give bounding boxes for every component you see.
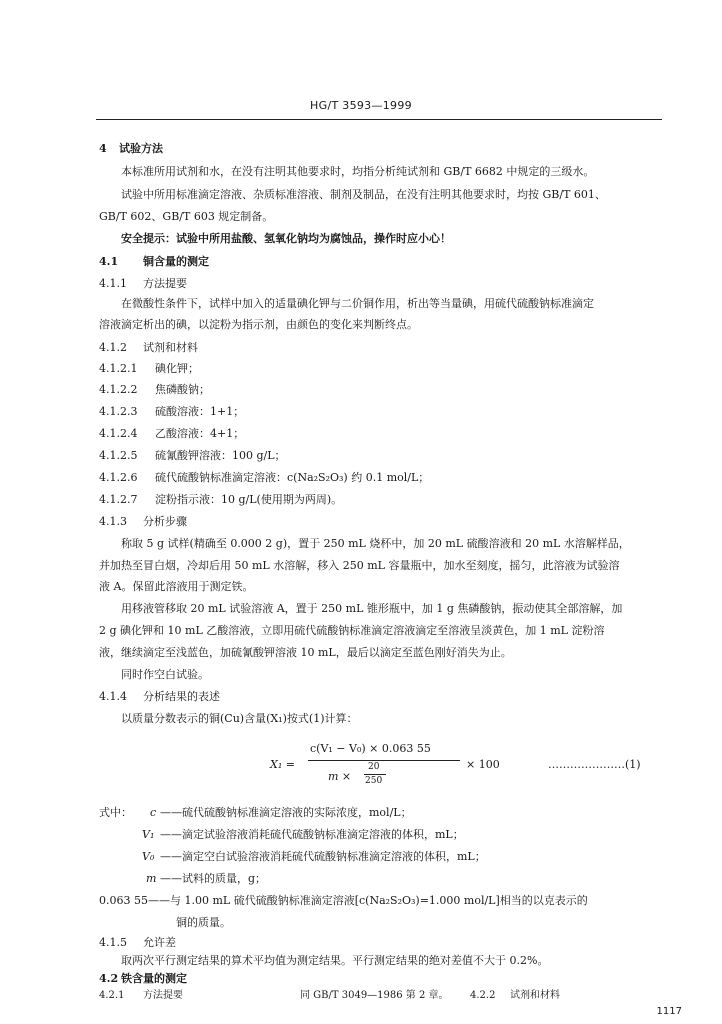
section-4-2-1-number: 4.2.1 <box>99 990 125 1001</box>
section-4-title: 试验方法 <box>119 142 163 155</box>
formula-inner-denominator: 250 <box>365 776 383 786</box>
formula-lhs: X₁ = <box>270 758 295 771</box>
section-4-1-1-number: 4.1.1 <box>99 277 127 290</box>
section-4-1-4-title: 分析结果的表述 <box>143 690 220 703</box>
constant-definition-line1: 0.063 55——与 1.00 mL 硫代硫酸钠标准滴定溶液[c(Na₂S₂O₃)=1.000 mol/L]相当的以克表示的 <box>99 894 588 907</box>
reagent-number: 4.1.2.3 <box>99 405 138 418</box>
section-4-number: 4 <box>99 142 107 155</box>
reagent-number: 4.1.2.5 <box>99 449 138 462</box>
reagent-number: 4.1.2.2 <box>99 383 138 396</box>
reagent-number: 4.1.2.4 <box>99 427 138 440</box>
reagent-text: 硫氰酸钾溶液：100 g/L； <box>155 449 286 462</box>
reagent-text: 淀粉指示液：10 g/L(使用期为两周)。 <box>155 493 343 506</box>
formula-main-bar <box>308 760 460 761</box>
definition-text: ——硫代硫酸钠标准滴定溶液的实际浓度，mol/L； <box>160 806 412 819</box>
definition-symbol: m <box>146 872 157 885</box>
procedure-line6: 液，继续滴定至浅蓝色，加硫氰酸钾溶液 10 mL，最后以滴定至蓝色刚好消失为止。 <box>99 646 512 659</box>
reagent-text: 乙酸溶液：4+1； <box>155 427 245 440</box>
section-4-1-number: 4.1 <box>99 255 119 268</box>
allowable-difference-text: 取两次平行测定结果的算术平均值为测定结果。平行测定结果的绝对差值不大于 0.2%。 <box>121 954 549 967</box>
procedure-line2: 并加热至冒白烟，冷却后用 50 mL 水溶解，移入 250 mL 容量瓶中，加水至刻度，摇匀，此溶液为试验溶 <box>99 559 620 572</box>
formula-denominator: m × <box>328 770 352 783</box>
page-number: 1117 <box>656 1006 682 1017</box>
definition-symbol: V₀ <box>142 850 155 863</box>
definition-symbol: V₁ <box>142 828 155 841</box>
section-4-2-1-title: 方法提要 <box>143 990 183 1001</box>
formula-inner-numerator: 20 <box>368 762 380 772</box>
reagent-number: 4.1.2.1 <box>99 362 138 375</box>
paragraph-standard-solutions-line1: 试验中所用标准滴定溶液、杂质标准溶液、制剂及制品，在没有注明其他要求时，均按 GB/T 601、 <box>121 188 606 201</box>
section-4-1-2-number: 4.1.2 <box>99 341 127 354</box>
formula-intro: 以质量分数表示的铜(Cu)含量(X₁)按式(1)计算： <box>121 712 358 725</box>
section-4-1-5-number: 4.1.5 <box>99 936 127 949</box>
section-4-1-4-number: 4.1.4 <box>99 690 127 703</box>
definition-text: ——试料的质量，g； <box>160 872 267 885</box>
procedure-line5: 2 g 碘化钾和 10 mL 乙酸溶液，立即用硫代硫酸钠标准滴定溶液滴定至溶液呈淡黄色，加 1 mL 淀粉溶 <box>99 624 605 637</box>
reagent-number: 4.1.2.7 <box>99 493 138 506</box>
section-4-1-3-title: 分析步骤 <box>143 515 187 528</box>
method-summary-line1: 在微酸性条件下，试样中加入的适量碘化钾与二价铜作用，析出等当量碘，用硫代硫酸钠标准滴定 <box>121 297 594 310</box>
page-header: HG/T 3593—1999 <box>310 99 412 112</box>
section-4-1-3-number: 4.1.3 <box>99 515 127 528</box>
procedure-line4: 用移液管移取 20 mL 试验溶液 A，置于 250 mL 锥形瓶中，加 1 g 焦磷酸钠，振动使其全部溶解，加 <box>121 602 623 615</box>
safety-note: 安全提示：试验中所用盐酸、氢氧化钠均为腐蚀品，操作时应小心！ <box>121 232 451 245</box>
formula-numerator: c(V₁ − V₀) × 0.063 55 <box>310 742 431 755</box>
section-4-1-1-title: 方法提要 <box>143 277 187 290</box>
reagent-text: 硫酸溶液：1+1； <box>155 405 245 418</box>
paragraph-reagent-water: 本标准所用试剂和水，在没有注明其他要求时，均指分析纯试剂和 GB/T 6682 中规定的三级水。 <box>121 165 595 178</box>
procedure-line1: 称取 5 g 试样(精确至 0.000 2 g)，置于 250 mL 烧杯中，加 20 mL 硫酸溶液和 20 mL 水溶解样品， <box>121 537 630 550</box>
formula-inner-bar <box>364 774 386 775</box>
formula-tail: × 100 <box>466 758 500 771</box>
header-rule <box>96 119 662 120</box>
procedure-line3: 液 A。保留此溶液用于测定铁。 <box>99 580 254 593</box>
reagent-text: 焦磷酸钠； <box>155 383 210 396</box>
section-4-2-2-number: 4.2.2 <box>470 990 496 1001</box>
paragraph-standard-solutions-line2: GB/T 602、GB/T 603 规定制备。 <box>99 210 274 223</box>
section-4-1-5-title: 允许差 <box>143 936 176 949</box>
constant-definition-line2: 铜的质量。 <box>176 916 231 929</box>
reagent-text: 碘化钾； <box>155 362 199 375</box>
section-4-2-2-title: 试剂和材料 <box>510 990 560 1001</box>
definition-symbol: c <box>150 806 157 819</box>
reagent-text: 硫代硫酸钠标准滴定溶液：c(Na₂S₂O₃) 约 0.1 mol/L； <box>155 471 430 484</box>
section-4-2-number: 4.2 <box>99 972 119 985</box>
definition-text: ——滴定试验溶液消耗硫代硫酸钠标准滴定溶液的体积，mL； <box>160 828 464 841</box>
formula-equation-number: …………………(1) <box>548 758 641 771</box>
section-4-2-title: 铁含量的测定 <box>121 972 187 985</box>
iron-method-reference: 同 GB/T 3049—1986 第 2 章。 <box>300 990 449 1001</box>
section-4-1-2-title: 试剂和材料 <box>143 341 198 354</box>
where-label: 式中： <box>99 806 132 819</box>
definition-text: ——滴定空白试验溶液消耗硫代硫酸钠标准滴定溶液的体积，mL； <box>160 850 486 863</box>
section-4-1-title: 铜含量的测定 <box>143 255 209 268</box>
method-summary-line2: 溶液滴定析出的碘，以淀粉为指示剂，由颜色的变化来判断终点。 <box>99 318 418 331</box>
reagent-number: 4.1.2.6 <box>99 471 138 484</box>
blank-test-note: 同时作空白试验。 <box>121 668 209 681</box>
